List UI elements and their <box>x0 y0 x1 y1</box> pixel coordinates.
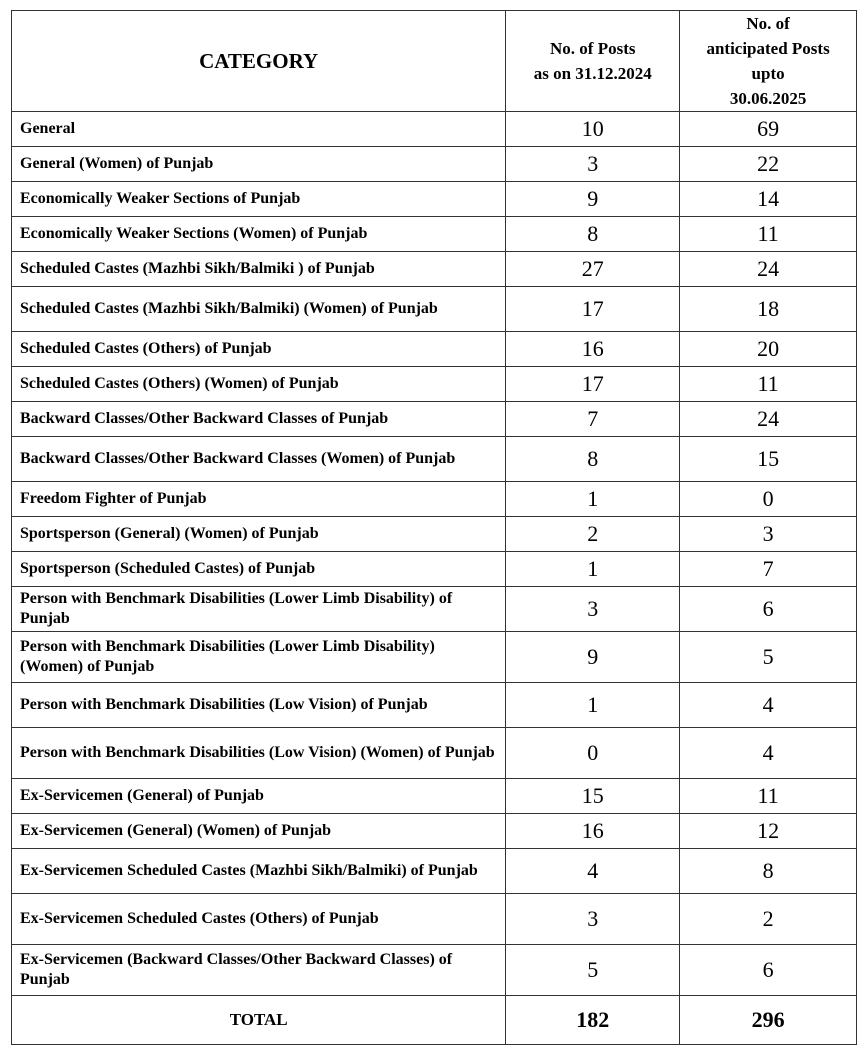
row-category: Ex-Servicemen (General) of Punjab <box>12 779 506 814</box>
row-current-posts: 3 <box>506 147 680 182</box>
row-category: Ex-Servicemen Scheduled Castes (Mazhbi Sikh/Balmiki) of Punjab <box>12 849 506 894</box>
table-row <box>12 182 857 217</box>
table-row <box>12 728 857 779</box>
row-anticipated-posts: 11 <box>680 367 857 402</box>
row-anticipated-posts: 12 <box>680 814 857 849</box>
row-anticipated-posts: 4 <box>680 683 857 728</box>
row-category: Economically Weaker Sections (Women) of Punjab <box>12 217 506 252</box>
row-category: Ex-Servicemen (General) (Women) of Punjab <box>12 814 506 849</box>
total-row <box>12 996 857 1045</box>
row-current-posts: 10 <box>506 112 680 147</box>
row-current-posts: 1 <box>506 683 680 728</box>
row-anticipated-posts: 6 <box>680 945 857 996</box>
row-current-posts: 5 <box>506 945 680 996</box>
table-row <box>12 217 857 252</box>
row-anticipated-posts: 11 <box>680 217 857 252</box>
table-row <box>12 779 857 814</box>
row-category: Person with Benchmark Disabilities (Low Vision) (Women) of Punjab <box>12 728 506 779</box>
row-anticipated-posts: 22 <box>680 147 857 182</box>
row-current-posts: 15 <box>506 779 680 814</box>
row-category: Backward Classes/Other Backward Classes of Punjab <box>12 402 506 437</box>
table-row <box>12 849 857 894</box>
row-category: Person with Benchmark Disabilities (Lower Limb Disability) (Women) of Punjab <box>12 632 506 683</box>
row-category: Sportsperson (General) (Women) of Punjab <box>12 517 506 552</box>
row-category: Backward Classes/Other Backward Classes (Women) of Punjab <box>12 437 506 482</box>
row-anticipated-posts: 3 <box>680 517 857 552</box>
row-current-posts: 16 <box>506 814 680 849</box>
header-row <box>12 11 857 112</box>
header-category: CATEGORY <box>12 11 506 112</box>
header-posts-current-line1: No. of Posts <box>550 39 636 58</box>
row-current-posts: 7 <box>506 402 680 437</box>
table-row <box>12 517 857 552</box>
header-posts-anticipated-line1: No. of <box>746 14 790 33</box>
row-current-posts: 0 <box>506 728 680 779</box>
header-posts-anticipated-line4: 30.06.2025 <box>729 89 807 108</box>
table-row <box>12 894 857 945</box>
row-current-posts: 16 <box>506 332 680 367</box>
header-posts-anticipated-line3: upto <box>751 64 785 83</box>
row-anticipated-posts: 5 <box>680 632 857 683</box>
row-category: Ex-Servicemen Scheduled Castes (Others) of Punjab <box>12 894 506 945</box>
row-anticipated-posts: 6 <box>680 587 857 632</box>
row-anticipated-posts: 7 <box>680 552 857 587</box>
row-category: Scheduled Castes (Others) (Women) of Punjab <box>12 367 506 402</box>
row-category: Person with Benchmark Disabilities (Lower Limb Disability) of Punjab <box>12 587 506 632</box>
row-anticipated-posts: 15 <box>680 437 857 482</box>
table-row <box>12 402 857 437</box>
table-row <box>12 252 857 287</box>
row-current-posts: 1 <box>506 552 680 587</box>
row-category: Scheduled Castes (Others) of Punjab <box>12 332 506 367</box>
table-row <box>12 945 857 996</box>
header-posts-current <box>506 11 680 112</box>
row-category: Economically Weaker Sections of Punjab <box>12 182 506 217</box>
row-category: General (Women) of Punjab <box>12 147 506 182</box>
row-anticipated-posts: 8 <box>680 849 857 894</box>
table-row <box>12 147 857 182</box>
posts-table <box>11 10 857 1045</box>
row-anticipated-posts: 24 <box>680 402 857 437</box>
table-row <box>12 112 857 147</box>
table-row <box>12 552 857 587</box>
table-row <box>12 587 857 632</box>
row-current-posts: 17 <box>506 287 680 332</box>
row-current-posts: 9 <box>506 182 680 217</box>
row-category: Freedom Fighter of Punjab <box>12 482 506 517</box>
total-current: 182 <box>506 996 680 1045</box>
row-anticipated-posts: 24 <box>680 252 857 287</box>
row-category: Sportsperson (Scheduled Castes) of Punjab <box>12 552 506 587</box>
row-current-posts: 3 <box>506 587 680 632</box>
row-anticipated-posts: 2 <box>680 894 857 945</box>
row-current-posts: 1 <box>506 482 680 517</box>
row-category: Scheduled Castes (Mazhbi Sikh/Balmiki) (Women) of Punjab <box>12 287 506 332</box>
row-anticipated-posts: 11 <box>680 779 857 814</box>
row-anticipated-posts: 18 <box>680 287 857 332</box>
row-current-posts: 17 <box>506 367 680 402</box>
row-anticipated-posts: 69 <box>680 112 857 147</box>
row-category: Scheduled Castes (Mazhbi Sikh/Balmiki ) of Punjab <box>12 252 506 287</box>
row-current-posts: 8 <box>506 217 680 252</box>
table-row <box>12 814 857 849</box>
table-row <box>12 632 857 683</box>
table-row <box>12 332 857 367</box>
row-anticipated-posts: 4 <box>680 728 857 779</box>
total-anticipated: 296 <box>680 996 857 1045</box>
row-current-posts: 27 <box>506 252 680 287</box>
row-current-posts: 4 <box>506 849 680 894</box>
row-anticipated-posts: 14 <box>680 182 857 217</box>
row-current-posts: 9 <box>506 632 680 683</box>
table-row <box>12 482 857 517</box>
header-posts-anticipated-line2: anticipated Posts <box>706 39 830 58</box>
row-category: Ex-Servicemen (Backward Classes/Other Backward Classes) of Punjab <box>12 945 506 996</box>
table-row <box>12 287 857 332</box>
table-row <box>12 683 857 728</box>
row-current-posts: 2 <box>506 517 680 552</box>
header-posts-anticipated <box>680 11 857 112</box>
row-current-posts: 3 <box>506 894 680 945</box>
row-category: Person with Benchmark Disabilities (Low Vision) of Punjab <box>12 683 506 728</box>
row-anticipated-posts: 20 <box>680 332 857 367</box>
total-label: TOTAL <box>12 996 506 1045</box>
header-posts-current-line2: as on 31.12.2024 <box>533 64 652 83</box>
row-current-posts: 8 <box>506 437 680 482</box>
row-anticipated-posts: 0 <box>680 482 857 517</box>
table-row <box>12 437 857 482</box>
row-category: General <box>12 112 506 147</box>
table-row <box>12 367 857 402</box>
